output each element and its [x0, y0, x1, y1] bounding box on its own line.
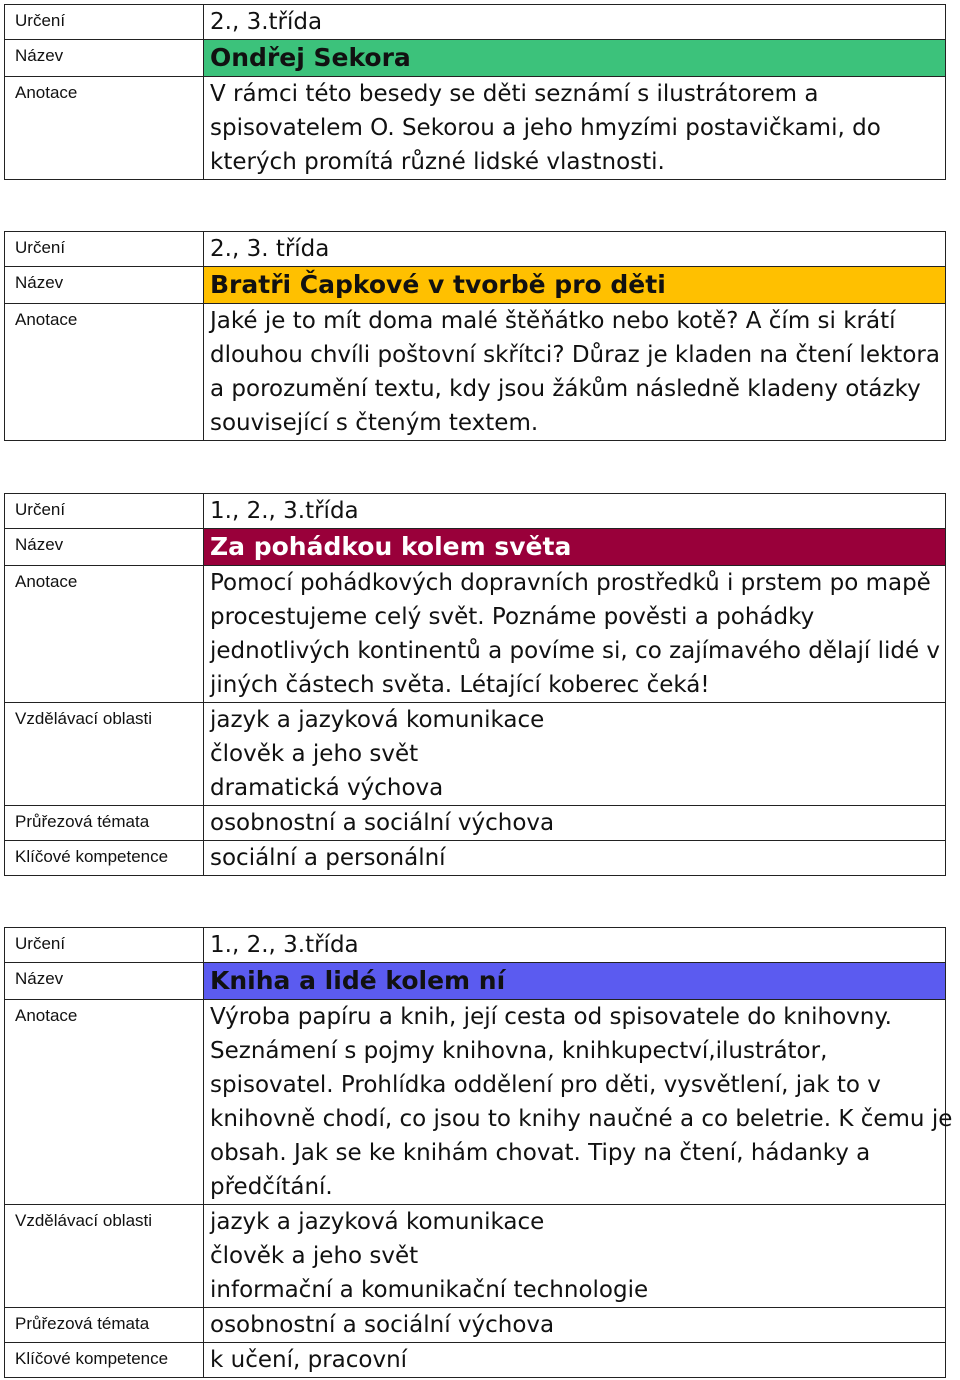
- label-urceni: Určení: [5, 928, 204, 963]
- area-item: jazyk a jazyková komunikace: [210, 1209, 545, 1235]
- annotation-line: obsah. Jak se ke knihám chovat. Tipy na čtení, hádanky a: [210, 1140, 871, 1166]
- label-nazev: Název: [5, 267, 204, 304]
- label-temata: Průřezová témata: [5, 806, 204, 841]
- annotation-line: V rámci této besedy se děti seznámí s ilustrátorem a: [210, 81, 819, 107]
- card-annotation: [204, 77, 946, 180]
- label-oblasti: Vzdělávací oblasti: [5, 703, 204, 806]
- label-kompetence: Klíčové kompetence: [5, 1343, 204, 1378]
- annotation-line: a porozumění textu, kdy jsou žákům následně kladeny otázky: [210, 376, 921, 402]
- card-themes: osobnostní a sociální výchova: [204, 806, 946, 841]
- area-item: jazyk a jazyková komunikace: [210, 707, 545, 733]
- annotation-line: předčítání.: [210, 1174, 333, 1200]
- label-nazev: Název: [5, 40, 204, 77]
- card-grade: 2., 3.třída: [204, 5, 946, 40]
- card-grade: 2., 3. třída: [204, 232, 946, 267]
- card-grade: 1., 2., 3.třída: [204, 928, 946, 963]
- label-anotace: Anotace: [5, 77, 204, 180]
- area-item: informační a komunikační technologie: [210, 1277, 649, 1303]
- card-title: Bratři Čapkové v tvorbě pro děti: [204, 267, 946, 304]
- program-card-3: [4, 493, 946, 876]
- card-annotation: [204, 304, 946, 441]
- label-urceni: Určení: [5, 494, 204, 529]
- annotation-line: jednotlivých kontinentů a povíme si, co zajímavého dělají lidé v: [210, 638, 941, 664]
- card-annotation: [204, 566, 946, 703]
- label-nazev: Název: [5, 529, 204, 566]
- label-oblasti: Vzdělávací oblasti: [5, 1205, 204, 1308]
- label-kompetence: Klíčové kompetence: [5, 841, 204, 876]
- label-anotace: Anotace: [5, 1000, 204, 1205]
- card-title: Za pohádkou kolem světa: [204, 529, 946, 566]
- label-anotace: Anotace: [5, 566, 204, 703]
- label-urceni: Určení: [5, 232, 204, 267]
- annotation-line: související s čteným textem.: [210, 410, 539, 436]
- card-areas: [204, 1205, 946, 1308]
- annotation-line: Seznámení s pojmy knihovna, knihkupectví,ilustrátor,: [210, 1038, 828, 1064]
- area-item: člověk a jeho svět: [210, 1243, 419, 1269]
- annotation-line: Pomocí pohádkových dopravních prostředků i prstem po mapě: [210, 570, 931, 596]
- card-grade: 1., 2., 3.třída: [204, 494, 946, 529]
- annotation-line: jiných částech světa. Létající koberec čeká!: [210, 672, 710, 698]
- card-annotation: [204, 1000, 953, 1205]
- program-card-2: [4, 231, 946, 441]
- annotation-line: procestujeme celý svět. Poznáme pověsti a pohádky: [210, 604, 815, 630]
- label-urceni: Určení: [5, 5, 204, 40]
- card-competences: sociální a personální: [204, 841, 946, 876]
- card-title: Ondřej Sekora: [204, 40, 946, 77]
- annotation-line: knihovně chodí, co jsou to knihy naučné a co beletrie. K čemu je: [210, 1106, 953, 1132]
- card-competences: k učení, pracovní: [204, 1343, 946, 1378]
- annotation-line: dlouhou chvíli poštovní skřítci? Důraz je kladen na čtení lektora: [210, 342, 940, 368]
- label-temata: Průřezová témata: [5, 1308, 204, 1343]
- label-nazev: Název: [5, 963, 204, 1000]
- annotation-line: spisovatelem O. Sekorou a jeho hmyzími postavičkami, do: [210, 115, 881, 141]
- card-areas: [204, 703, 946, 806]
- annotation-line: spisovatel. Prohlídka oddělení pro děti, vysvětlení, jak to v: [210, 1072, 881, 1098]
- annotation-line: kterých promítá různé lidské vlastnosti.: [210, 149, 665, 175]
- label-anotace: Anotace: [5, 304, 204, 441]
- annotation-line: Jaké je to mít doma malé štěňátko nebo kotě? A čím si krátí: [210, 308, 896, 334]
- program-card-4: [4, 927, 953, 1378]
- area-item: člověk a jeho svět: [210, 741, 419, 767]
- area-item: dramatická výchova: [210, 775, 444, 801]
- annotation-line: Výroba papíru a knih, její cesta od spisovatele do knihovny.: [210, 1004, 892, 1030]
- program-card-1: [4, 4, 946, 180]
- card-title: Kniha a lidé kolem ní: [204, 963, 946, 1000]
- card-themes: osobnostní a sociální výchova: [204, 1308, 946, 1343]
